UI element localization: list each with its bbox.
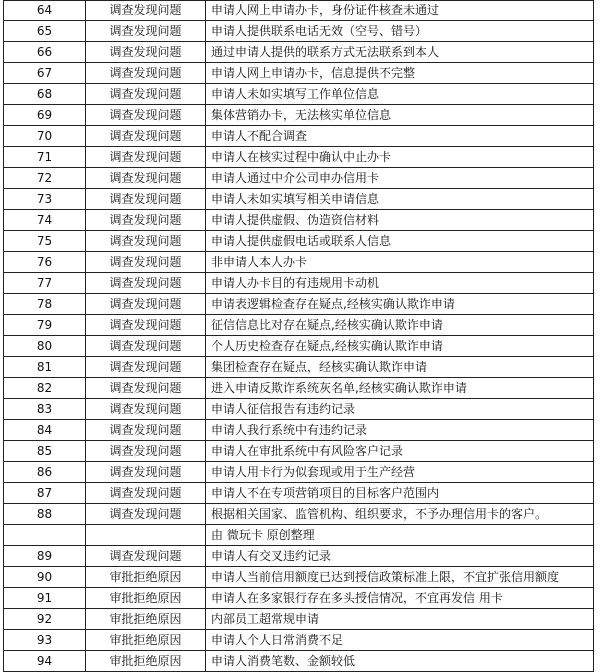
row-description: 申请人在多家银行存在多头授信情况，不宜再发信 用卡	[206, 588, 594, 609]
table-row	[4, 231, 594, 252]
row-category: 审批拒绝原因	[86, 630, 206, 651]
row-number: 87	[4, 483, 86, 504]
row-number: 71	[4, 147, 86, 168]
row-description: 申请人不配合调查	[206, 126, 594, 147]
row-number: 88	[4, 504, 86, 525]
row-number: 67	[4, 63, 86, 84]
row-category: 调查发现问题	[86, 273, 206, 294]
row-category: 调查发现问题	[86, 21, 206, 42]
row-number: 92	[4, 609, 86, 630]
row-category: 调查发现问题	[86, 504, 206, 525]
table-row	[4, 21, 594, 42]
row-description: 个人历史检查存在疑点,经核实确认欺诈申请	[206, 336, 594, 357]
table-row	[4, 609, 594, 630]
row-category: 调查发现问题	[86, 126, 206, 147]
row-number: 91	[4, 588, 86, 609]
row-number: 81	[4, 357, 86, 378]
row-description: 申请人网上申请办卡，信息提供不完整	[206, 63, 594, 84]
row-category: 调查发现问题	[86, 420, 206, 441]
row-description: 申请人征信报告有违约记录	[206, 399, 594, 420]
row-number: 84	[4, 420, 86, 441]
row-category: 调查发现问题	[86, 294, 206, 315]
row-number: 76	[4, 252, 86, 273]
row-description: 集团检查存在疑点，经核实确认欺诈申请	[206, 357, 594, 378]
row-description: 申请人提供联系电话无效（空号、错号）	[206, 21, 594, 42]
row-category: 调查发现问题	[86, 357, 206, 378]
row-description: 申请人办卡目的有违规用卡动机	[206, 273, 594, 294]
row-number: 79	[4, 315, 86, 336]
table-row	[4, 441, 594, 462]
row-number: 93	[4, 630, 86, 651]
row-description: 申请人在审批系统中有风险客户记录	[206, 441, 594, 462]
row-category: 调查发现问题	[86, 336, 206, 357]
table-row	[4, 1, 594, 21]
table-row	[4, 189, 594, 210]
table-row	[4, 546, 594, 567]
table-row	[4, 483, 594, 504]
table-row	[4, 168, 594, 189]
row-number: 65	[4, 21, 86, 42]
table-row	[4, 420, 594, 441]
row-description: 申请人网上申请办卡，身份证件核查未通过	[206, 1, 594, 21]
row-number: 86	[4, 462, 86, 483]
row-number: 90	[4, 567, 86, 588]
table-row	[4, 462, 594, 483]
row-description: 申请人当前信用额度已达到授信政策标准上限，不宜扩张信用额度	[206, 567, 594, 588]
row-description: 申请人在核实过程中确认中止办卡	[206, 147, 594, 168]
table-row	[4, 147, 594, 168]
row-number: 82	[4, 378, 86, 399]
table-row	[4, 567, 594, 588]
table-row	[4, 273, 594, 294]
table-row	[4, 84, 594, 105]
row-description: 申请人用卡行为似套现或用于生产经营	[206, 462, 594, 483]
table-row	[4, 42, 594, 63]
row-number: 70	[4, 126, 86, 147]
row-number: 89	[4, 546, 86, 567]
row-number: 69	[4, 105, 86, 126]
row-category: 审批拒绝原因	[86, 651, 206, 672]
row-number	[4, 525, 86, 546]
row-category: 调查发现问题	[86, 1, 206, 21]
row-category: 审批拒绝原因	[86, 567, 206, 588]
row-category: 调查发现问题	[86, 378, 206, 399]
table-row	[4, 651, 594, 672]
row-number: 66	[4, 42, 86, 63]
row-description: 申请人有交叉违约记录	[206, 546, 594, 567]
table-row	[4, 525, 594, 546]
row-number: 78	[4, 294, 86, 315]
row-category: 调查发现问题	[86, 168, 206, 189]
table-row	[4, 630, 594, 651]
row-category: 调查发现问题	[86, 483, 206, 504]
table-row	[4, 336, 594, 357]
row-description: 申请人提供虚假、伪造资信材料	[206, 210, 594, 231]
table-row	[4, 105, 594, 126]
table-row	[4, 357, 594, 378]
row-description: 非申请人本人办卡	[206, 252, 594, 273]
row-category: 调查发现问题	[86, 84, 206, 105]
table-row	[4, 399, 594, 420]
table-row	[4, 504, 594, 525]
row-category: 调查发现问题	[86, 210, 206, 231]
table-row	[4, 210, 594, 231]
table-row	[4, 588, 594, 609]
row-description: 通过申请人提供的联系方式无法联系到本人	[206, 42, 594, 63]
row-category: 调查发现问题	[86, 105, 206, 126]
row-category: 调查发现问题	[86, 252, 206, 273]
row-description: 申请人未如实填写相关申请信息	[206, 189, 594, 210]
row-description: 申请人我行系统中有违约记录	[206, 420, 594, 441]
reason-code-table	[3, 0, 594, 672]
table-row	[4, 294, 594, 315]
row-description: 申请人消费笔数、金额较低	[206, 651, 594, 672]
row-category: 调查发现问题	[86, 315, 206, 336]
row-category: 调查发现问题	[86, 42, 206, 63]
table-row	[4, 252, 594, 273]
row-description: 申请人未如实填写工作单位信息	[206, 84, 594, 105]
row-description: 申请人个人日常消费不足	[206, 630, 594, 651]
row-description: 申请人不在专项营销项目的目标客户范围内	[206, 483, 594, 504]
row-number: 72	[4, 168, 86, 189]
row-category: 调查发现问题	[86, 147, 206, 168]
row-number: 80	[4, 336, 86, 357]
table-row	[4, 126, 594, 147]
row-description: 申请表逻辑检查存在疑点,经核实确认欺诈申请	[206, 294, 594, 315]
row-number: 68	[4, 84, 86, 105]
row-category: 审批拒绝原因	[86, 609, 206, 630]
row-category: 调查发现问题	[86, 462, 206, 483]
row-category: 调查发现问题	[86, 231, 206, 252]
row-number: 94	[4, 651, 86, 672]
row-description: 集体营销办卡，无法核实单位信息	[206, 105, 594, 126]
table-row	[4, 63, 594, 84]
row-category: 调查发现问题	[86, 546, 206, 567]
row-description: 根据相关国家、监管机构、组织要求，不予办理信用卡的客户。	[206, 504, 594, 525]
row-number: 74	[4, 210, 86, 231]
row-category: 调查发现问题	[86, 189, 206, 210]
row-number: 77	[4, 273, 86, 294]
row-number: 85	[4, 441, 86, 462]
row-category	[86, 525, 206, 546]
row-description: 征信信息比对存在疑点,经核实确认欺诈申请	[206, 315, 594, 336]
row-category: 审批拒绝原因	[86, 588, 206, 609]
table-row	[4, 378, 594, 399]
row-category: 调查发现问题	[86, 399, 206, 420]
row-description: 进入申请反欺诈系统灰名单,经核实确认欺诈申请	[206, 378, 594, 399]
row-number: 83	[4, 399, 86, 420]
row-number: 73	[4, 189, 86, 210]
row-number: 75	[4, 231, 86, 252]
row-description: 由 微玩卡 原创整理	[206, 525, 594, 546]
row-description: 申请人提供虚假电话或联系人信息	[206, 231, 594, 252]
row-category: 调查发现问题	[86, 441, 206, 462]
row-number: 64	[4, 1, 86, 21]
row-description: 申请人通过中介公司申办信用卡	[206, 168, 594, 189]
row-description: 内部员工超常规申请	[206, 609, 594, 630]
table-row	[4, 315, 594, 336]
table-body	[4, 1, 594, 672]
row-category: 调查发现问题	[86, 63, 206, 84]
